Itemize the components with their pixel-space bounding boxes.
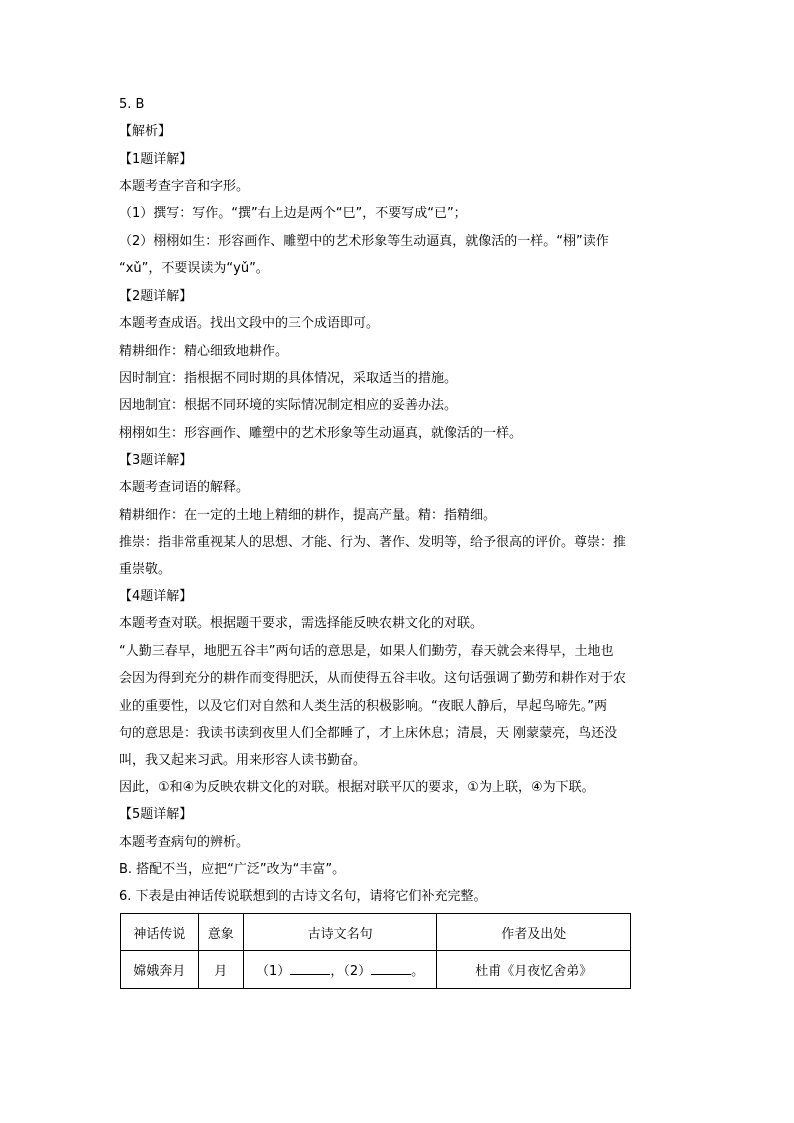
- table-header-cell: 意象: [198, 914, 243, 951]
- poem-table: [120, 913, 631, 989]
- text-line: （1）撰写：写作。“撰”右上边是两个“巳”，不要写成“已”；: [119, 206, 467, 221]
- text-line: 本题考查病句的辨析。: [119, 835, 250, 850]
- image-cell: 月: [198, 951, 243, 989]
- text-line: 栩栩如生：形容画作、雕塑中的艺术形象等生动逼真，就像活的一样。: [119, 426, 523, 441]
- text-line: 会因为得到充分的耕作而变得肥沃，从而使得五谷丰收。这句话强调了勤劳和耕作对于农: [119, 671, 627, 686]
- text-line: 推崇：指非常重视某人的思想、才能、行为、著作、发明等，给予很高的评价。尊崇：推: [119, 535, 627, 550]
- section-heading: 【2题详解】: [119, 289, 193, 304]
- poem-line-cell: [243, 951, 437, 989]
- blank-label-1: （1）: [256, 964, 291, 979]
- answer-blank-1[interactable]: [290, 962, 330, 975]
- text-line: B. 搭配不当，应把“广泛”改为“丰富”。: [119, 862, 346, 877]
- blank-label-2: ，（2）: [330, 964, 372, 979]
- text-line: 句的意思是：我读书读到夜里人们全都睡了，才上床休息；清晨，天 刚蒙蒙亮，鸟还没: [119, 726, 618, 741]
- section-heading: 【4题详解】: [119, 589, 193, 604]
- answer-line: 5. B: [119, 97, 145, 112]
- legend-cell: 嫦娥奔月: [121, 951, 199, 989]
- table-row: [121, 951, 631, 989]
- text-line: 本题考查成语。找出文段中的三个成语即可。: [119, 316, 380, 331]
- answer-blank-2[interactable]: [371, 962, 411, 975]
- section-heading: 【5题详解】: [119, 807, 193, 822]
- text-line: 精耕细作：在一定的土地上精细的耕作，提高产量。精：指精细。: [119, 508, 497, 523]
- table-header-cell: 作者及出处: [437, 914, 631, 951]
- text-line: 因此，①和④为反映农耕文化的对联。根据对联平仄的要求，①为上联，④为下联。: [119, 780, 595, 795]
- section-heading: 【3题详解】: [119, 453, 193, 468]
- text-line: 业的重要性，以及它们对自然和人类生活的积极影响。“夜眠人静后，早起鸟啼先。”两: [119, 699, 607, 714]
- text-line: 因时制宜：指根据不同时期的具体情况，采取适当的措施。: [119, 371, 458, 386]
- table-header-row: [121, 914, 631, 951]
- text-line: 重崇敬。: [119, 562, 172, 577]
- section-heading: 【解析】: [119, 124, 172, 139]
- text-line: 本题考查字音和字形。: [119, 179, 250, 194]
- question-line: 6. 下表是由神话传说联想到的古诗文名句，请将它们补充完整。: [119, 889, 487, 904]
- text-line: 叫，我又起来习武。用来形容人读书勤奋。: [119, 753, 367, 768]
- section-heading: 【1题详解】: [119, 152, 193, 167]
- table-header-cell: 神话传说: [121, 914, 199, 951]
- text-line: “人勤三春早，地肥五谷丰”两句话的意思是，如果人们勤劳，春天就会来得早，土地也: [119, 644, 614, 659]
- text-line: 精耕细作：精心细致地耕作。: [119, 344, 289, 359]
- text-line: 本题考查对联。根据题干要求，需选择能反映农耕文化的对联。: [119, 616, 484, 631]
- text-line: （2）栩栩如生：形容画作、雕塑中的艺术形象等生动逼真，就像活的一样。“栩”读作: [119, 234, 609, 249]
- source-cell: 杜甫《月夜忆舍弟》: [437, 951, 631, 989]
- text-line: 因地制宜：根据不同环境的实际情况制定相应的妥善办法。: [119, 398, 458, 413]
- text-line: “xǔ”，不要误读为“yǔ”。: [119, 261, 269, 276]
- blank-end: 。: [411, 964, 425, 979]
- text-line: 本题考查词语的解释。: [119, 480, 250, 495]
- table-header-cell: 古诗文名句: [243, 914, 437, 951]
